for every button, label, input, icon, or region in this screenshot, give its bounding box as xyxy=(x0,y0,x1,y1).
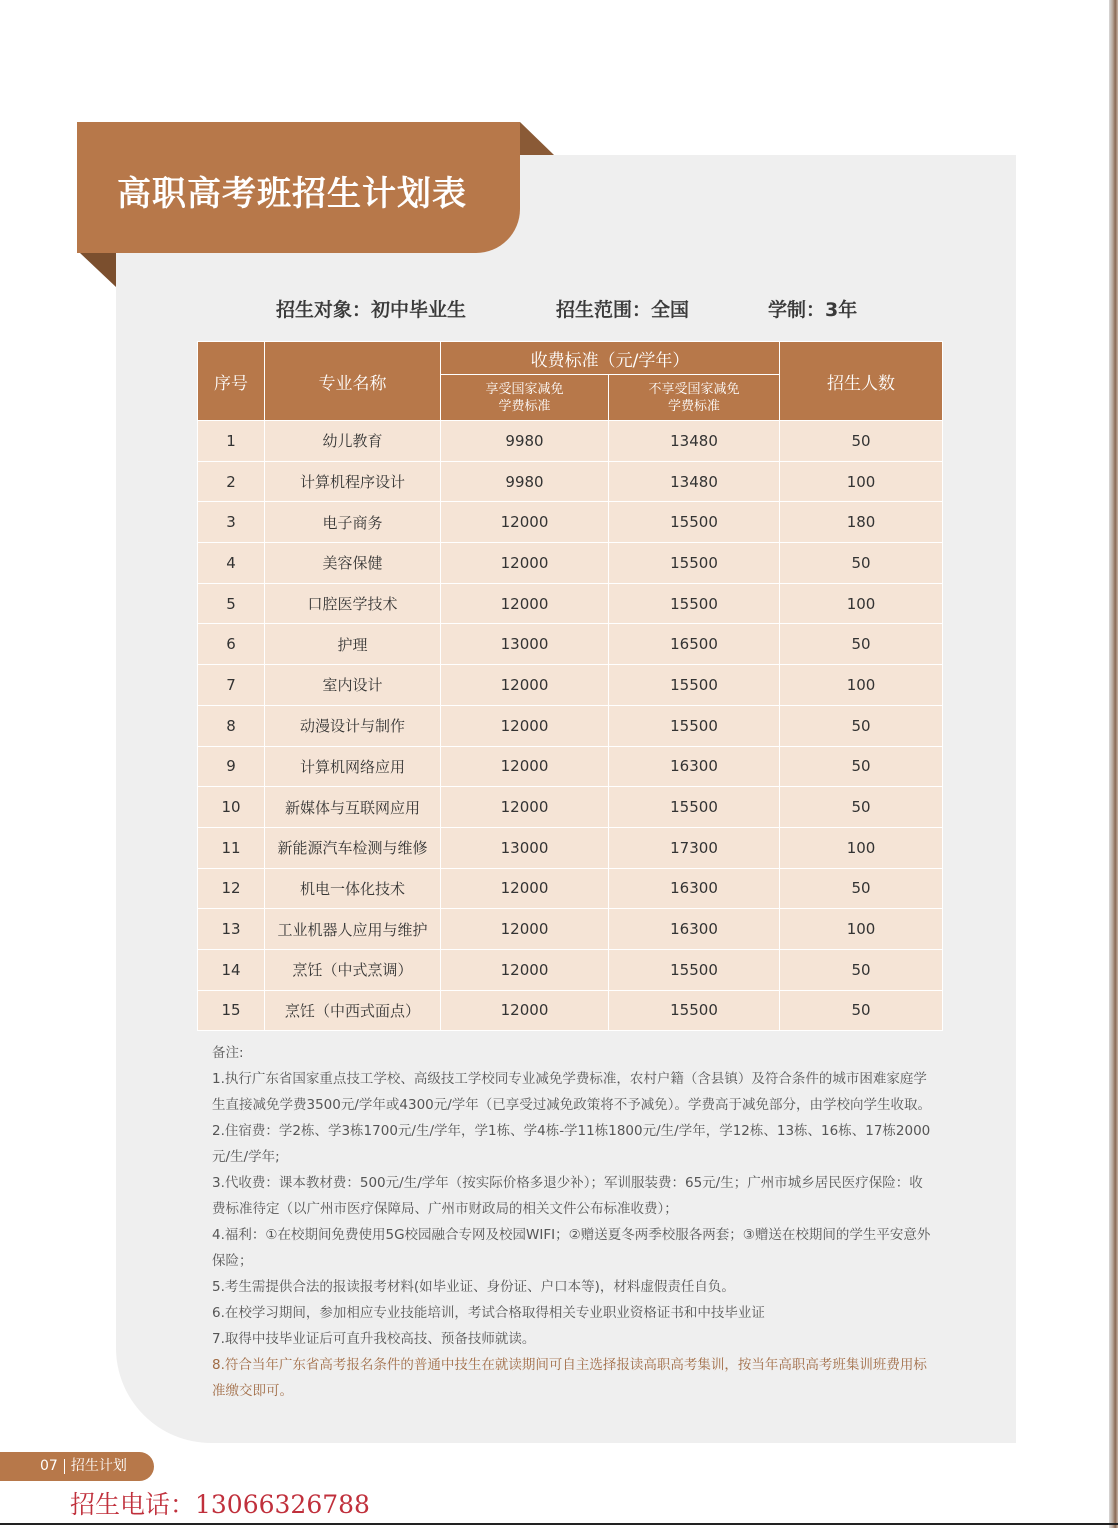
cell-fee-full: 15500 xyxy=(609,990,780,1031)
page-edge-decoration xyxy=(1109,0,1118,1528)
cell-fee-reduced: 13000 xyxy=(441,624,609,665)
table-row xyxy=(198,949,943,990)
enrollment-table xyxy=(197,341,943,1031)
notes-heading: 备注: xyxy=(212,1045,244,1061)
header-fee-reduced-line2: 学费标准 xyxy=(498,398,551,414)
header-fee-group: 收费标准（元/学年） xyxy=(441,342,780,375)
cell-seq: 8 xyxy=(198,705,265,746)
cell-quota: 50 xyxy=(780,421,943,462)
cell-fee-reduced: 12000 xyxy=(441,949,609,990)
cell-seq: 3 xyxy=(198,502,265,543)
note-item: 5.考生需提供合法的报读报考材料(如毕业证、身份证、户口本等)，材料虚假责任自负。 xyxy=(212,1279,735,1295)
cell-fee-full: 15500 xyxy=(609,502,780,543)
table-row xyxy=(198,827,943,868)
cell-seq: 6 xyxy=(198,624,265,665)
note-item: 6.在校学习期间，参加相应专业技能培训，考试合格取得相关专业职业资格证书和中技毕业证 xyxy=(212,1305,765,1321)
cell-major: 机电一体化技术 xyxy=(265,868,441,909)
cell-fee-full: 16500 xyxy=(609,624,780,665)
section-name: 招生计划 xyxy=(70,1458,127,1474)
cell-major: 动漫设计与制作 xyxy=(265,705,441,746)
cell-major: 工业机器人应用与维护 xyxy=(265,909,441,950)
cell-fee-reduced: 12000 xyxy=(441,543,609,584)
cell-fee-full: 15500 xyxy=(609,543,780,584)
cell-quota: 100 xyxy=(780,461,943,502)
note-item: 4.福利：①在校期间免费使用5G校园融合专网及校园WIFI；②赠送夏冬两季校服各两套；③赠送在校期间的学生平安意外保险； xyxy=(212,1227,931,1269)
cell-fee-reduced: 12000 xyxy=(441,868,609,909)
cell-fee-full: 13480 xyxy=(609,421,780,462)
cell-fee-reduced: 9980 xyxy=(441,461,609,502)
page-number: 07 xyxy=(40,1458,58,1474)
cell-seq: 1 xyxy=(198,421,265,462)
cell-quota: 50 xyxy=(780,868,943,909)
header-fee-full-line1: 不享受国家减免 xyxy=(648,381,740,397)
table-body xyxy=(198,421,943,1031)
cell-fee-reduced: 12000 xyxy=(441,787,609,828)
table-row xyxy=(198,543,943,584)
cell-fee-reduced: 12000 xyxy=(441,746,609,787)
cell-quota: 100 xyxy=(780,909,943,950)
cell-fee-full: 15500 xyxy=(609,583,780,624)
cell-major: 计算机程序设计 xyxy=(265,461,441,502)
cell-seq: 15 xyxy=(198,990,265,1031)
note-item-highlight: 8.符合当年广东省高考报名条件的普通中技生在就读期间可自主选择报读高职高考集训，按当年高职高考班集训班费用标准缴交即可。 xyxy=(212,1357,927,1399)
note-item: 2.住宿费：学2栋、学3栋1700元/生/学年，学1栋、学4栋-学11栋1800元/生/学年，学12栋、13栋、16栋、17栋2000元/生/学年; xyxy=(212,1123,931,1165)
header-major: 专业名称 xyxy=(265,342,441,421)
header-fee-full xyxy=(609,375,780,421)
cell-seq: 14 xyxy=(198,949,265,990)
header-fee-reduced-line1: 享受国家减免 xyxy=(485,381,564,397)
cell-quota: 180 xyxy=(780,502,943,543)
note-item: 3.代收费：课本教材费：500元/生/学年（按实际价格多退少补）；军训服装费：65元/生；广州市城乡居民医疗保险：收费标准待定（以广州市医疗保障局、广州市财政局的相关文件公布标准收费）； xyxy=(212,1175,923,1217)
cell-fee-full: 15500 xyxy=(609,949,780,990)
cell-major: 新能源汽车检测与维修 xyxy=(265,827,441,868)
table-row xyxy=(198,787,943,828)
cell-quota: 50 xyxy=(780,624,943,665)
cell-fee-full: 16300 xyxy=(609,868,780,909)
enrollment-phone: 招生电话：13066326788 xyxy=(70,1490,370,1519)
cell-major: 幼儿教育 xyxy=(265,421,441,462)
cell-fee-reduced: 12000 xyxy=(441,705,609,746)
cell-seq: 7 xyxy=(198,665,265,706)
cell-major: 新媒体与互联网应用 xyxy=(265,787,441,828)
cell-seq: 5 xyxy=(198,583,265,624)
banner-fold-bottom xyxy=(80,253,116,287)
table-row xyxy=(198,868,943,909)
cell-major: 烹饪（中西式面点） xyxy=(265,990,441,1031)
table-row xyxy=(198,461,943,502)
cell-seq: 10 xyxy=(198,787,265,828)
info-duration: 学制：3年 xyxy=(768,299,858,321)
cell-major: 烹饪（中式烹调） xyxy=(265,949,441,990)
cell-seq: 9 xyxy=(198,746,265,787)
table-row xyxy=(198,583,943,624)
cell-quota: 50 xyxy=(780,990,943,1031)
table-row xyxy=(198,624,943,665)
cell-seq: 4 xyxy=(198,543,265,584)
cell-major: 计算机网络应用 xyxy=(265,746,441,787)
cell-quota: 50 xyxy=(780,705,943,746)
cell-fee-full: 15500 xyxy=(609,787,780,828)
cell-seq: 11 xyxy=(198,827,265,868)
cell-major: 室内设计 xyxy=(265,665,441,706)
bottom-rule xyxy=(0,1523,1118,1525)
cell-fee-reduced: 12000 xyxy=(441,502,609,543)
cell-fee-reduced: 12000 xyxy=(441,665,609,706)
cell-fee-full: 15500 xyxy=(609,665,780,706)
cell-seq: 12 xyxy=(198,868,265,909)
banner-fold-top xyxy=(520,122,554,155)
table-row xyxy=(198,502,943,543)
footer-divider xyxy=(64,1459,65,1474)
header-seq: 序号 xyxy=(198,342,265,421)
cell-seq: 13 xyxy=(198,909,265,950)
cell-fee-reduced: 12000 xyxy=(441,909,609,950)
header-quota: 招生人数 xyxy=(780,342,943,421)
table-row xyxy=(198,705,943,746)
page-title: 高职高考班招生计划表 xyxy=(117,174,467,214)
cell-fee-reduced: 12000 xyxy=(441,583,609,624)
footer-section-tag xyxy=(0,1452,154,1481)
table-row xyxy=(198,909,943,950)
cell-fee-full: 15500 xyxy=(609,705,780,746)
info-scope: 招生范围：全国 xyxy=(556,299,690,321)
cell-quota: 50 xyxy=(780,543,943,584)
notes-section xyxy=(212,1040,932,1404)
cell-major: 电子商务 xyxy=(265,502,441,543)
note-item: 1.执行广东省国家重点技工学校、高级技工学校同专业减免学费标准，农村户籍（含县镇）及符合条件的城市困难家庭学生直接减免学费3500元/学年或4300元/学年（已享受过减免政策将不予减免）。学费高于减免部分，由学校向学生收取。 xyxy=(212,1071,932,1113)
cell-major: 美容保健 xyxy=(265,543,441,584)
cell-major: 护理 xyxy=(265,624,441,665)
cell-fee-reduced: 12000 xyxy=(441,990,609,1031)
cell-fee-full: 17300 xyxy=(609,827,780,868)
table-row xyxy=(198,746,943,787)
table-row xyxy=(198,990,943,1031)
note-item: 7.取得中技毕业证后可直升我校高技、预备技师就读。 xyxy=(212,1331,536,1347)
header-fee-full-line2: 学费标准 xyxy=(668,398,721,414)
table-row xyxy=(198,665,943,706)
title-banner xyxy=(77,122,520,253)
cell-quota: 50 xyxy=(780,787,943,828)
cell-fee-full: 13480 xyxy=(609,461,780,502)
cell-quota: 50 xyxy=(780,949,943,990)
cell-major: 口腔医学技术 xyxy=(265,583,441,624)
cell-fee-full: 16300 xyxy=(609,746,780,787)
cell-quota: 50 xyxy=(780,746,943,787)
table-row xyxy=(198,421,943,462)
cell-quota: 100 xyxy=(780,583,943,624)
cell-fee-full: 16300 xyxy=(609,909,780,950)
cell-quota: 100 xyxy=(780,665,943,706)
cell-quota: 100 xyxy=(780,827,943,868)
cell-fee-reduced: 13000 xyxy=(441,827,609,868)
header-fee-reduced xyxy=(441,375,609,421)
info-target: 招生对象：初中毕业生 xyxy=(276,299,467,321)
cell-fee-reduced: 9980 xyxy=(441,421,609,462)
cell-seq: 2 xyxy=(198,461,265,502)
